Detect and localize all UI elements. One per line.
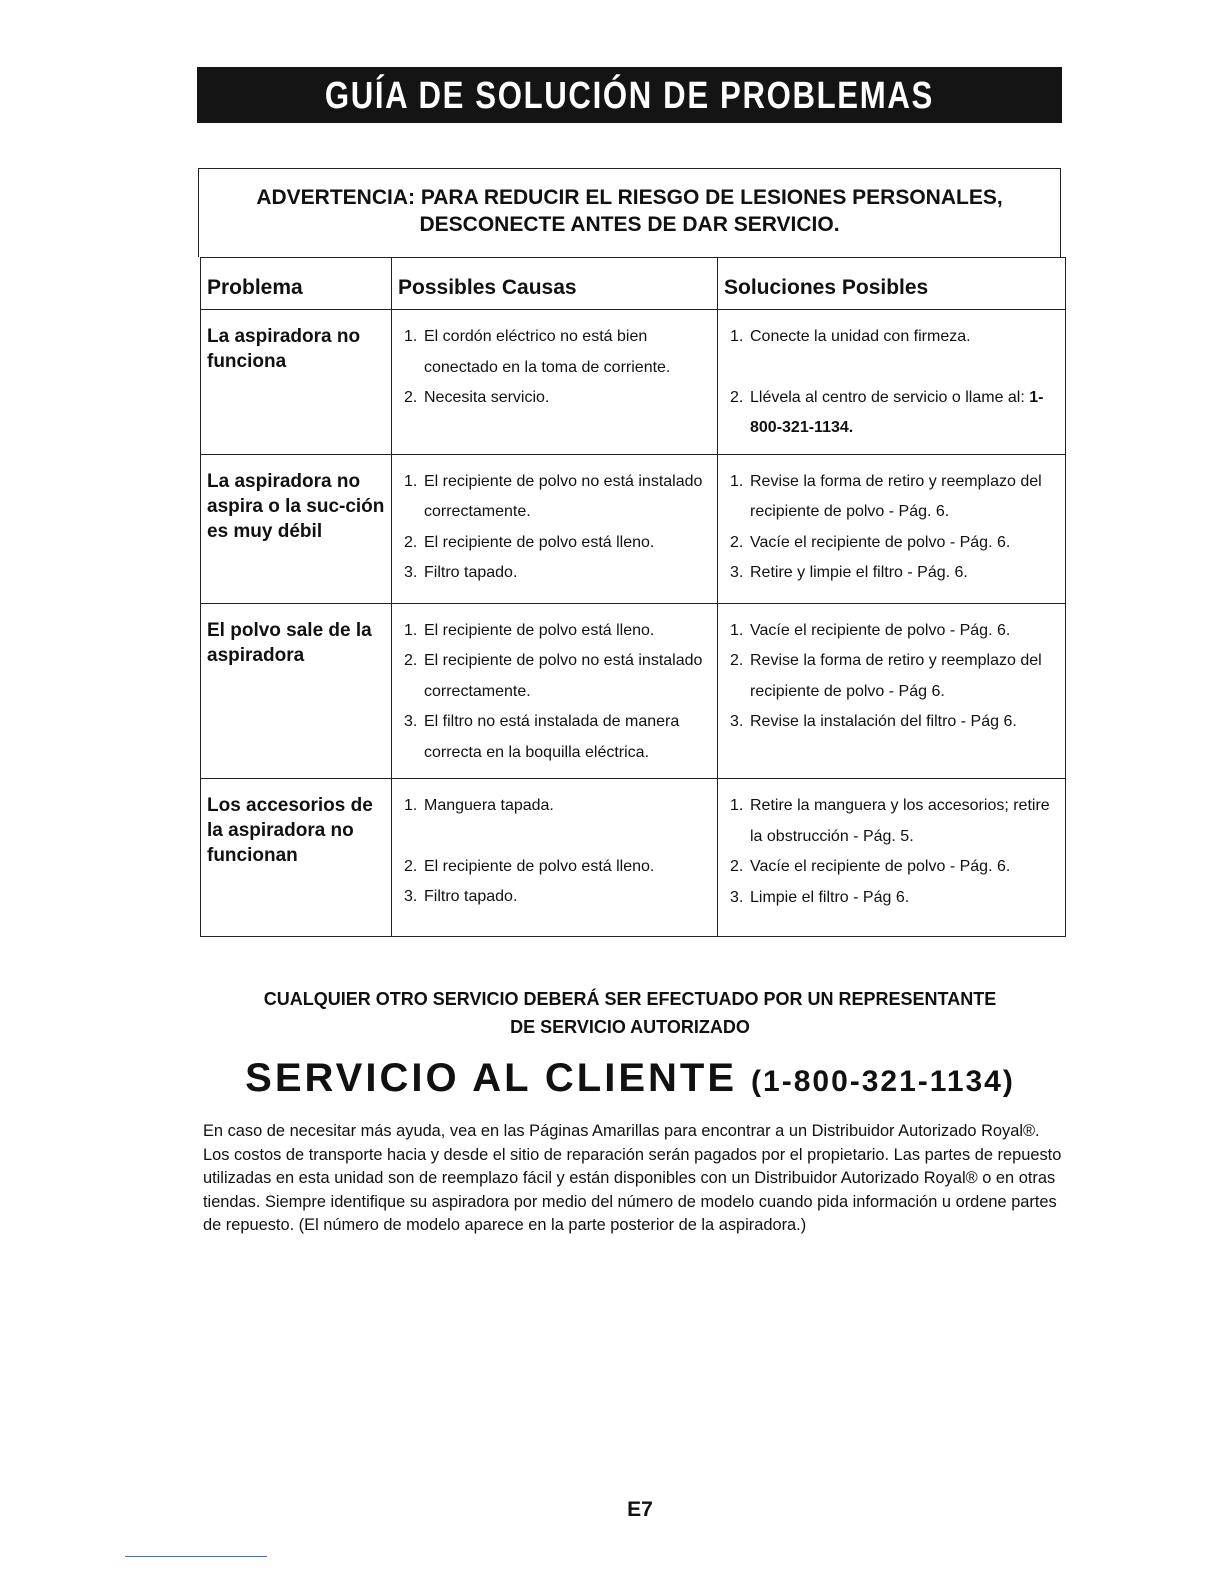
list-text: El recipiente de polvo no está instalado correctamente.: [424, 652, 703, 700]
causes-cell: [392, 779, 718, 937]
causes-cell: [392, 454, 718, 603]
list-number: 1.: [404, 797, 418, 814]
phone-number: 1-800-321-1134.: [750, 388, 1044, 436]
list-number: 2.: [404, 857, 418, 875]
list-item: [398, 707, 711, 768]
problem-cell: La aspiradora no aspira o la suc-ción es muy débil: [201, 454, 392, 603]
list-item: [398, 528, 711, 559]
list-item: [398, 383, 711, 414]
list-text: Vacíe el recipiente de polvo - Pág. 6.: [750, 858, 1011, 875]
footer-rule: [125, 1556, 267, 1557]
list-number: 1.: [730, 328, 744, 345]
list-number: 1.: [730, 472, 744, 490]
header-problem: Problema: [201, 258, 392, 310]
list-item: [398, 882, 711, 913]
list-number: 3.: [404, 713, 418, 730]
service-notice: [180, 985, 1080, 1041]
list-text: El recipiente de polvo está lleno.: [424, 857, 655, 875]
list-item: [724, 707, 1059, 738]
list-number: 3.: [404, 564, 418, 581]
warning-box: [198, 168, 1061, 257]
list-item: [724, 383, 1059, 444]
list-item: [724, 852, 1059, 883]
table-row: [201, 454, 1066, 603]
troubleshooting-table: [200, 257, 1066, 937]
service-notice-line-2: DE SERVICIO AUTORIZADO: [510, 1017, 750, 1037]
help-paragraph: En caso de necesitar más ayuda, vea en las Páginas Amarillas para encontrar a un Distribuidor Autorizado Royal®. Los costos de transporte hacia y desde el sitio de reparación serán pagados por el propietario. Las partes de repuesto utilizadas en esta unidad son de reemplazo fácil y están disponibles con un Distribuidor Autorizado Royal® o en otras tiendas. Siempre identifique su aspiradora por medio del número de modelo cuando pida información u ordene partes de repuesto. (El número de modelo aparece en la parte posterior de la aspiradora.): [203, 1122, 1062, 1234]
causes-cell: [392, 603, 718, 779]
list-number: 2.: [730, 388, 744, 406]
list-item: [724, 616, 1059, 647]
page-title: GUÍA DE SOLUCIÓN DE PROBLEMAS: [324, 75, 935, 117]
list-number: 1.: [404, 472, 418, 490]
list-item: [724, 558, 1059, 589]
warning-line-2: DESCONECTE ANTES DE DAR SERVICIO.: [419, 213, 840, 236]
list-item: [724, 467, 1059, 528]
list-text: Limpie el filtro - Pág 6.: [750, 888, 910, 906]
list-text: Retire la manguera y los accesorios; retire la obstrucción - Pág. 5.: [750, 797, 1050, 845]
list-text: El filtro no está instalada de manera correcta en la boquilla eléctrica.: [424, 713, 680, 761]
list-number: 2.: [730, 858, 744, 875]
list-item: [398, 616, 711, 647]
list-text: Retire y limpie el filtro - Pág. 6.: [750, 564, 968, 581]
list-number: 2.: [404, 389, 418, 406]
list-text: El recipiente de polvo está lleno.: [424, 533, 655, 551]
list-item: [398, 646, 711, 707]
list-item: [724, 322, 1059, 353]
list-number: 3.: [404, 888, 418, 905]
page-title-banner: [197, 67, 1062, 123]
table-row: [201, 603, 1066, 779]
list-number: 1.: [730, 797, 744, 814]
list-number: 3.: [730, 888, 744, 906]
problem-cell: La aspiradora no funciona: [201, 310, 392, 455]
list-item: [398, 852, 711, 883]
service-notice-line-1: CUALQUIER OTRO SERVICIO DEBERÁ SER EFECTUADO POR UN REPRESENTANTE: [263, 989, 997, 1009]
problem-cell: El polvo sale de la aspiradora: [201, 603, 392, 779]
customer-service-phone: (1-800-321-1134): [751, 1065, 1015, 1098]
list-text: Llévela al centro de servicio o llame al: 1-800-321-1134.: [750, 388, 1044, 436]
list-text: Revise la instalación del filtro - Pág 6.: [750, 713, 1017, 730]
list-number: 2.: [404, 533, 418, 551]
table-row: [201, 310, 1066, 455]
list-text: Conecte la unidad con firmeza.: [750, 328, 971, 345]
list-item: [724, 646, 1059, 707]
solutions-cell: [718, 603, 1066, 779]
page-number: E7: [627, 1498, 653, 1521]
list-text: Revise la forma de retiro y reemplazo del recipiente de polvo - Pág 6.: [750, 652, 1042, 700]
causes-cell: [392, 310, 718, 455]
list-text: Filtro tapado.: [424, 564, 518, 581]
list-text: Revise la forma de retiro y reemplazo del recipiente de polvo - Pág. 6.: [750, 472, 1042, 520]
list-text: Vacíe el recipiente de polvo - Pág. 6.: [750, 621, 1011, 639]
list-item: [724, 791, 1059, 852]
table-row: [201, 779, 1066, 937]
solutions-cell: [718, 779, 1066, 937]
header-solutions: Soluciones Posibles: [718, 258, 1066, 310]
list-text: Vacíe el recipiente de polvo - Pág. 6.: [750, 533, 1011, 551]
list-number: 3.: [730, 713, 744, 730]
list-item: [398, 322, 711, 383]
solutions-cell: [718, 454, 1066, 603]
list-number: 2.: [730, 533, 744, 551]
list-number: 1.: [730, 621, 744, 639]
customer-service-title: SERVICIO AL CLIENTE: [245, 1056, 738, 1100]
list-item: [398, 791, 711, 822]
list-item: [724, 883, 1059, 914]
list-text: El recipiente de polvo no está instalado correctamente.: [424, 472, 703, 520]
list-number: 1.: [404, 328, 418, 345]
list-number: 3.: [730, 564, 744, 581]
list-text: Manguera tapada.: [424, 797, 554, 814]
list-item: [398, 558, 711, 589]
list-number: 2.: [730, 652, 744, 669]
problem-cell: Los accesorios de la aspiradora no funcionan: [201, 779, 392, 937]
list-text: Filtro tapado.: [424, 888, 518, 905]
list-item: [724, 528, 1059, 559]
list-number: 1.: [404, 621, 418, 639]
customer-service-heading: [180, 1056, 1080, 1101]
table-header-row: [201, 258, 1066, 310]
list-text: El recipiente de polvo está lleno.: [424, 621, 655, 639]
list-text: El cordón eléctrico no está bien conectado en la toma de corriente.: [424, 328, 671, 376]
warning-line-1: ADVERTENCIA: PARA REDUCIR EL RIESGO DE LESIONES PERSONALES,: [256, 186, 1003, 209]
list-text: Necesita servicio.: [424, 389, 550, 406]
header-causes: Possibles Causas: [392, 258, 718, 310]
list-number: 2.: [404, 652, 418, 669]
solutions-cell: [718, 310, 1066, 455]
list-item: [398, 467, 711, 528]
